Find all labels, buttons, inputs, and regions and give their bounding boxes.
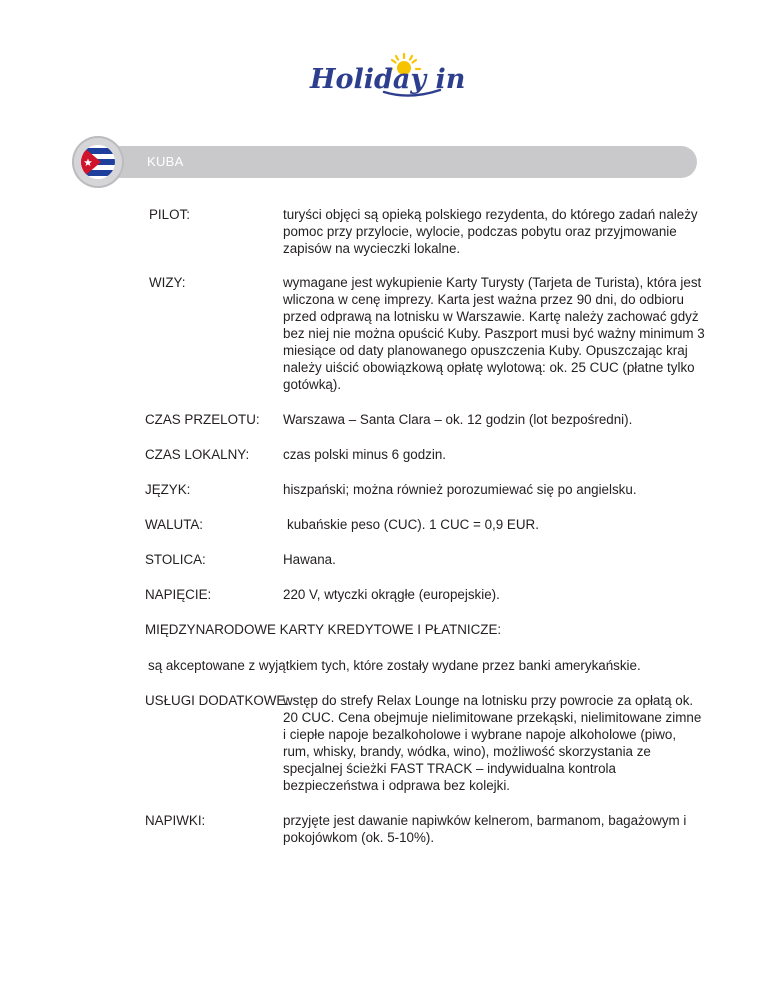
info-row-tips — [145, 812, 705, 846]
info-value: wymagane jest wykupienie Karty Turysty (Tarjeta de Turista), która jest wliczona w cenę imprezy. Karta jest ważna przez 90 dni, do odbioru przed odprawą na lotnisku w Warszawie. Kartę należy zachować gdyż bez niej nie można opuścić Kuby. Paszport musi być ważny minimum 3 miesiące od daty planowanego opuszczenia Kuby. Opuszczając kraj należy uiścić obowiązkową opłatę wylotową: ok. 25 CUC (płatne tylko gotówką). — [283, 275, 705, 392]
holiday-in-logo — [300, 52, 470, 102]
cards-text: są akceptowane z wyjątkiem tych, które zostały wydane przez banki amerykańskie. — [148, 658, 641, 673]
info-row-pilot — [145, 206, 705, 257]
info-value: turyści objęci są opieką polskiego rezydenta, do którego zadań należy pomoc przy przylocie, wylocie, podczas pobytu oraz przyjmowanie zapisów na wycieczki lokalne. — [283, 207, 698, 256]
info-row-capital — [145, 551, 705, 568]
info-value: czas polski minus 6 godzin. — [283, 447, 446, 462]
logo-graphic — [300, 52, 470, 102]
info-value: Warszawa – Santa Clara – ok. 12 godzin (lot bezpośredni). — [283, 412, 633, 427]
info-row-visa — [145, 274, 705, 393]
info-label: CZAS LOKALNY: — [145, 447, 250, 462]
info-value: 220 V, wtyczki okrągłe (europejskie). — [283, 587, 500, 602]
flag-badge — [72, 136, 124, 188]
country-header-bar — [95, 146, 697, 178]
info-value: przyjęte jest dawanie napiwków kelnerom, barmanom, bagażowym i pokojówkom (ok. 5-10%). — [283, 813, 687, 845]
info-label: JĘZYK: — [145, 482, 191, 497]
info-label: PILOT: — [149, 207, 190, 222]
info-value: wstęp do strefy Relax Lounge na lotnisku przy powrocie za opłatą ok. 20 CUC. Cena obejmuje nielimitowane przekąski, nielimitowane zimne i ciepłe napoje bezalkoholowe i wybrane napoje alkoholowe (piwo, rum, whisky, brandy, wódka, wino), możliwość skorzystania ze specjalnej ścieżki FAST TRACK – indywidualna kontrola bezpieczeństwa i odprawa bez kolejki. — [283, 693, 702, 793]
info-content — [145, 206, 705, 846]
cards-heading: MIĘDZYNARODOWE KARTY KREDYTOWE I PŁATNICZE: — [145, 622, 502, 637]
country-name: KUBA — [147, 154, 184, 169]
info-label: CZAS PRZELOTU: — [145, 412, 260, 427]
info-label: USŁUGI DODATKOWE: — [145, 693, 290, 708]
info-row-currency — [145, 516, 705, 533]
info-label: WIZY: — [149, 275, 186, 290]
info-label: NAPIĘCIE: — [145, 587, 212, 602]
info-row-extra-services — [145, 692, 705, 794]
logo-wordmark: Holiday in — [310, 64, 466, 95]
info-label: STOLICA: — [145, 552, 206, 567]
info-label: NAPIWKI: — [145, 813, 206, 828]
info-value: Hawana. — [283, 552, 336, 567]
info-label: WALUTA: — [145, 517, 204, 532]
info-row-voltage — [145, 586, 705, 603]
cuba-flag-icon — [81, 145, 115, 179]
info-row-local-time — [145, 446, 705, 463]
info-value: hiszpański; można również porozumiewać się po angielsku. — [283, 482, 637, 497]
info-row-language — [145, 481, 705, 498]
info-value: kubańskie peso (CUC). 1 CUC = 0,9 EUR. — [287, 517, 539, 532]
info-row-flight-time — [145, 411, 705, 428]
